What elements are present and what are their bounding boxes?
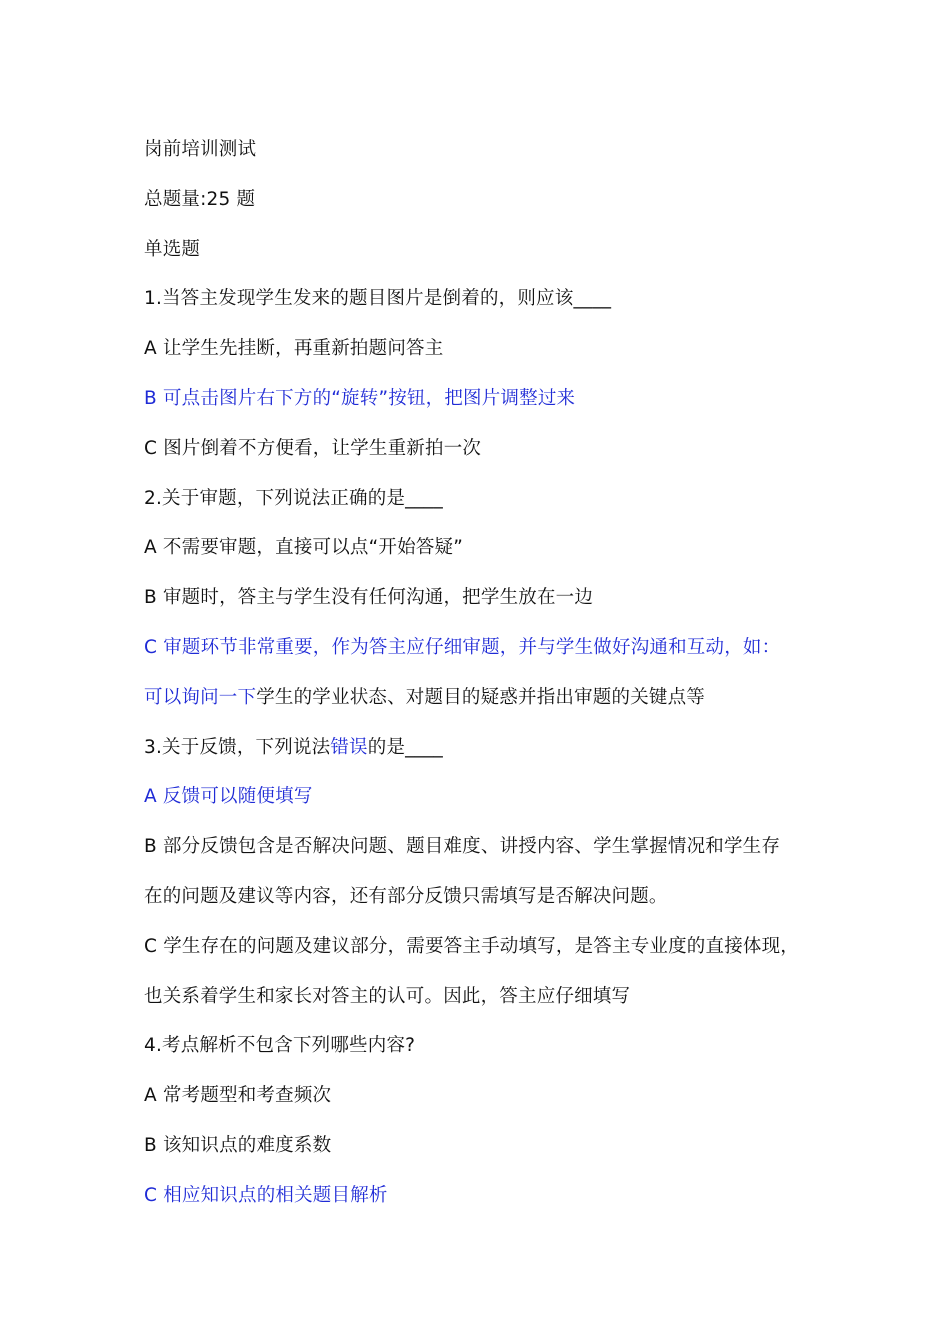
question-3-option-a: A 反馈可以随便填写 (144, 786, 313, 808)
question-3-option-c-continued: 也关系着学生和家长对答主的认可。因此，答主应仔细填写 (144, 985, 631, 1007)
question-4-stem: 4.考点解析不包含下列哪些内容? (144, 1035, 416, 1057)
document-title: 岗前培训测试 (144, 139, 257, 160)
question-3-stem-suffix: 的是____ (367, 736, 443, 758)
question-2-option-c-continued-rest: 学生的学业状态、对题目的疑惑并指出审题的关键点等 (256, 686, 706, 708)
total-questions: 总题量:25 题 (144, 188, 256, 210)
question-1-option-c: C 图片倒着不方便看，让学生重新拍一次 (144, 437, 482, 459)
question-2-option-c-continued (144, 685, 824, 735)
question-3-option-b-continued: 在的问题及建议等内容，还有部分反馈只需填写是否解决问题。 (144, 885, 668, 907)
question-2-option-a: A 不需要审题，直接可以点“开始答疑” (144, 537, 464, 559)
question-2-option-c-continued-highlight: 可以询问一下 (144, 686, 257, 708)
question-1-option-b: B 可点击图片右下方的“旋转”按钮，把图片调整过来 (144, 387, 576, 409)
question-2-stem: 2.关于审题，下列说法正确的是____ (144, 487, 443, 509)
question-3-stem-prefix: 3.关于反馈，下列说法 (144, 736, 331, 758)
question-3-option-b: B 部分反馈包含是否解决问题、题目难度、讲授内容、学生掌握情况和学生存 (144, 836, 781, 858)
question-1-stem: 1.当答主发现学生发来的题目图片是倒着的，则应该____ (144, 288, 612, 310)
question-2-option-b: B 审题时，答主与学生没有任何沟通，把学生放在一边 (144, 587, 594, 609)
document-page (144, 137, 824, 1233)
question-1-option-a: A 让学生先挂断，再重新拍题问答主 (144, 338, 444, 360)
question-4-option-c: C 相应知识点的相关题目解析 (144, 1184, 388, 1206)
section-heading: 单选题 (144, 238, 201, 260)
question-3-stem-emphasis: 错误 (330, 736, 368, 758)
question-4-option-b: B 该知识点的难度系数 (144, 1134, 332, 1156)
question-3-option-c: C 学生存在的问题及建议部分，需要答主手动填写，是答主专业度的直接体现， (144, 935, 800, 957)
question-4-option-a: A 常考题型和考查频次 (144, 1085, 332, 1107)
question-3-stem (144, 735, 824, 785)
question-2-option-c: C 审题环节非常重要，作为答主应仔细审题，并与学生做好沟通和互动，如： (144, 636, 781, 658)
